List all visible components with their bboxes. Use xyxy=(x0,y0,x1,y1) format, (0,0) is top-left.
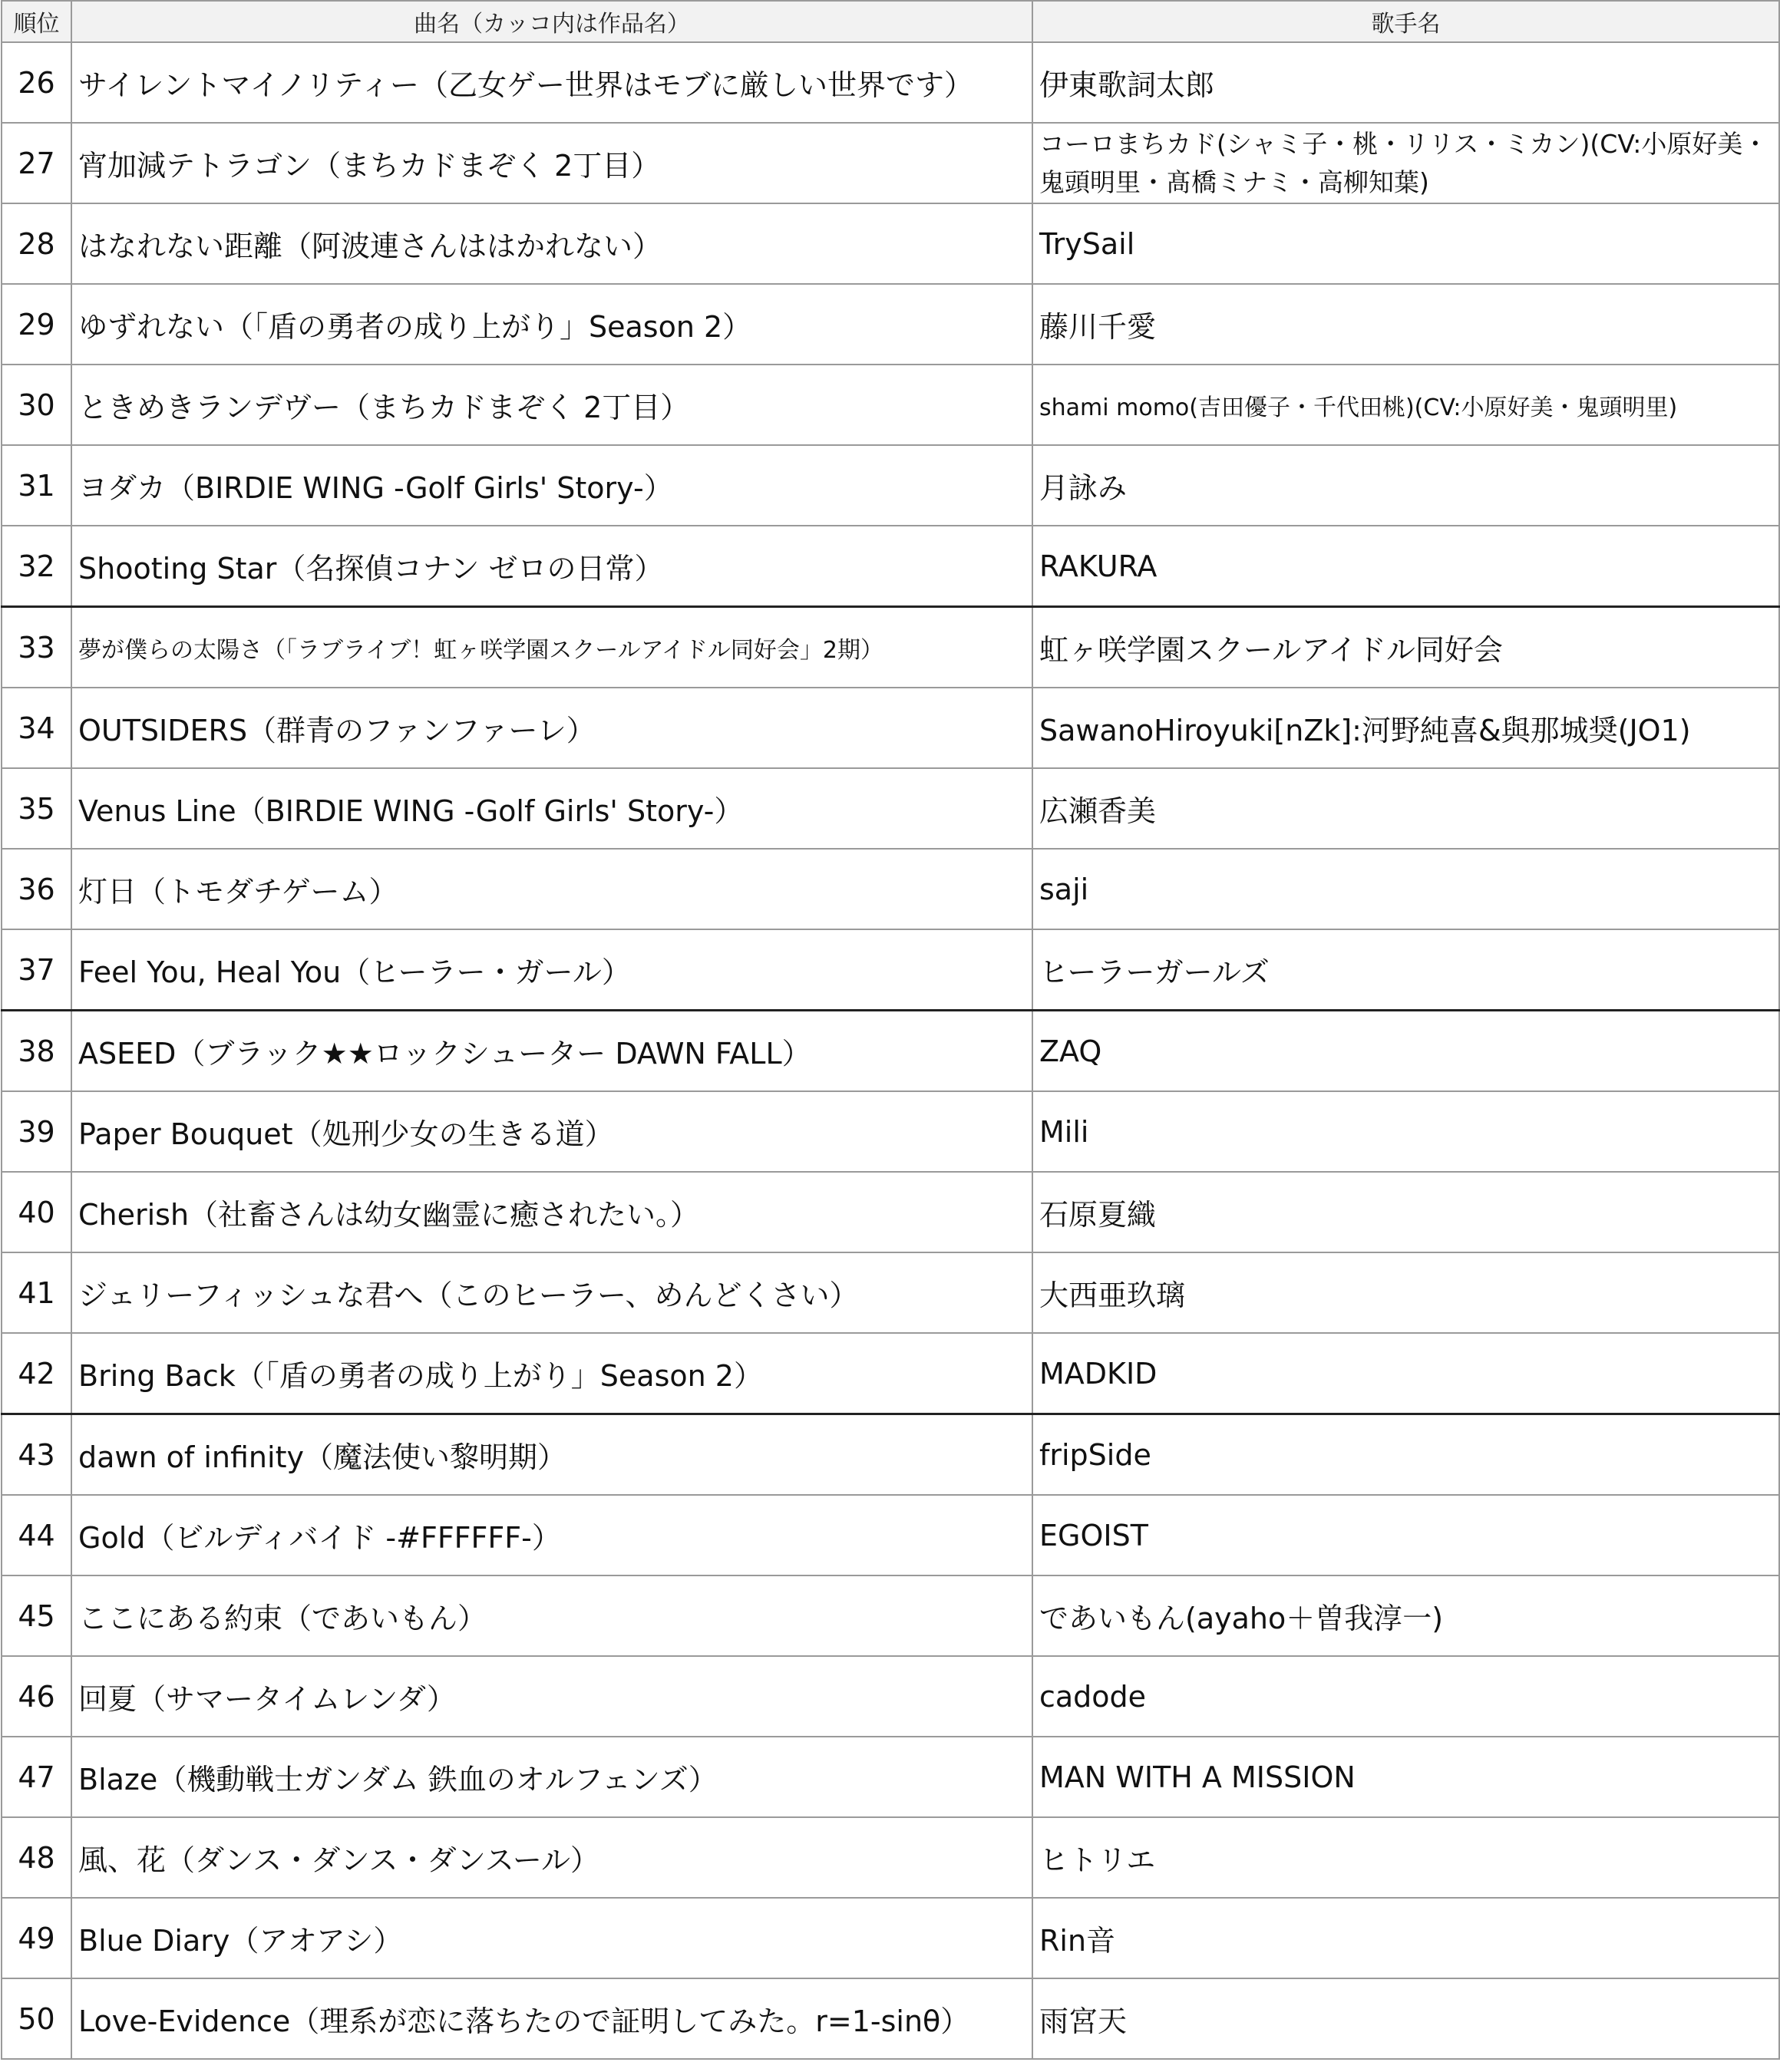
table-row xyxy=(2,284,1779,365)
song-cell: Blaze（機動戦士ガンダム 鉄血のオルフェンズ） xyxy=(71,1737,1032,1817)
table-row xyxy=(2,445,1779,526)
rank-cell: 30 xyxy=(2,365,71,445)
rank-cell: 43 xyxy=(2,1414,71,1496)
table-row xyxy=(2,607,1779,688)
artist-cell: ZAQ xyxy=(1032,1011,1779,1092)
song-cell: Feel You, Heal You（ヒーラー・ガール） xyxy=(71,929,1032,1011)
rank-header: 順位 xyxy=(2,1,71,42)
song-cell: 回夏（サマータイムレンダ） xyxy=(71,1656,1032,1737)
rank-cell: 48 xyxy=(2,1817,71,1898)
rank-cell: 49 xyxy=(2,1898,71,1978)
artist-cell: ヒーラーガールズ xyxy=(1032,929,1779,1011)
rank-cell: 37 xyxy=(2,929,71,1011)
song-cell: Paper Bouquet（処刑少女の生きる道） xyxy=(71,1091,1032,1172)
table-row xyxy=(2,1091,1779,1172)
artist-cell: であいもん(ayaho＋曽我淳一) xyxy=(1032,1575,1779,1656)
table-row xyxy=(2,1333,1779,1414)
table-row xyxy=(2,1737,1779,1817)
artist-cell: RAKURA xyxy=(1032,526,1779,607)
song-cell: OUTSIDERS（群青のファンファーレ） xyxy=(71,688,1032,768)
table-row xyxy=(2,1252,1779,1333)
table-row xyxy=(2,1172,1779,1252)
artist-header: 歌手名 xyxy=(1032,1,1779,42)
table-row xyxy=(2,526,1779,607)
artist-cell: MAN WITH A MISSION xyxy=(1032,1737,1779,1817)
rank-cell: 27 xyxy=(2,123,71,203)
rank-cell: 36 xyxy=(2,849,71,929)
rank-cell: 26 xyxy=(2,42,71,123)
table-row xyxy=(2,1575,1779,1656)
table-row xyxy=(2,1414,1779,1496)
rank-cell: 42 xyxy=(2,1333,71,1414)
song-cell: Shooting Star（名探偵コナン ゼロの日常） xyxy=(71,526,1032,607)
rank-cell: 38 xyxy=(2,1011,71,1092)
artist-cell: コーロまちカド(シャミ子・桃・リリス・ミカン)(CV:小原好美・鬼頭明里・髙橋ミナミ・高柳知葉) xyxy=(1032,123,1779,203)
song-cell: ASEED（ブラック★★ロックシューター DAWN FALL） xyxy=(71,1011,1032,1092)
artist-cell: fripSide xyxy=(1032,1414,1779,1496)
rank-cell: 39 xyxy=(2,1091,71,1172)
rank-cell: 33 xyxy=(2,607,71,688)
song-cell: Love-Evidence（理系が恋に落ちたので証明してみた。r=1-sinθ） xyxy=(71,1978,1032,2059)
table-row xyxy=(2,203,1779,284)
artist-cell: 伊東歌詞太郎 xyxy=(1032,42,1779,123)
rank-cell: 32 xyxy=(2,526,71,607)
artist-cell: 月詠み xyxy=(1032,445,1779,526)
artist-cell: cadode xyxy=(1032,1656,1779,1737)
table-row xyxy=(2,1656,1779,1737)
rank-cell: 40 xyxy=(2,1172,71,1252)
song-cell: dawn of infinity（魔法使い黎明期） xyxy=(71,1414,1032,1496)
song-cell: サイレントマイノリティー（乙女ゲー世界はモブに厳しい世界です） xyxy=(71,42,1032,123)
artist-cell: SawanoHiroyuki[nZk]:河野純喜&與那城奨(JO1) xyxy=(1032,688,1779,768)
rank-cell: 46 xyxy=(2,1656,71,1737)
header-row xyxy=(2,1,1779,42)
rank-cell: 31 xyxy=(2,445,71,526)
artist-cell: saji xyxy=(1032,849,1779,929)
song-cell: ここにある約束（であいもん） xyxy=(71,1575,1032,1656)
artist-cell: 広瀬香美 xyxy=(1032,768,1779,849)
rank-cell: 29 xyxy=(2,284,71,365)
artist-cell: shami momo(吉田優子・千代田桃)(CV:小原好美・鬼頭明里) xyxy=(1032,365,1779,445)
artist-cell: EGOIST xyxy=(1032,1495,1779,1575)
table-row xyxy=(2,1978,1779,2059)
song-cell: はなれない距離（阿波連さんははかれない） xyxy=(71,203,1032,284)
table-row xyxy=(2,1011,1779,1092)
ranking-table xyxy=(1,0,1780,2060)
artist-cell: 虹ヶ咲学園スクールアイドル同好会 xyxy=(1032,607,1779,688)
rank-cell: 35 xyxy=(2,768,71,849)
rank-cell: 34 xyxy=(2,688,71,768)
rank-cell: 50 xyxy=(2,1978,71,2059)
song-cell: Blue Diary（アオアシ） xyxy=(71,1898,1032,1978)
table-row xyxy=(2,929,1779,1011)
table-row xyxy=(2,42,1779,123)
song-cell: ときめきランデヴー（まちカドまぞく 2丁目） xyxy=(71,365,1032,445)
artist-cell: Mili xyxy=(1032,1091,1779,1172)
song-cell: Gold（ビルディバイド -#FFFFFF-） xyxy=(71,1495,1032,1575)
rank-cell: 44 xyxy=(2,1495,71,1575)
table-row xyxy=(2,768,1779,849)
song-cell: 夢が僕らの太陽さ（「ラブライブ！虹ヶ咲学園スクールアイドル同好会」2期） xyxy=(71,607,1032,688)
song-header: 曲名（カッコ内は作品名） xyxy=(71,1,1032,42)
song-cell: ヨダカ（BIRDIE WING -Golf Girls' Story-） xyxy=(71,445,1032,526)
rank-cell: 45 xyxy=(2,1575,71,1656)
song-cell: ゆずれない（「盾の勇者の成り上がり」Season 2） xyxy=(71,284,1032,365)
song-cell: Bring Back（「盾の勇者の成り上がり」Season 2） xyxy=(71,1333,1032,1414)
table-row xyxy=(2,849,1779,929)
artist-cell: ヒトリエ xyxy=(1032,1817,1779,1898)
rank-cell: 28 xyxy=(2,203,71,284)
song-cell: 宵加減テトラゴン（まちカドまぞく 2丁目） xyxy=(71,123,1032,203)
table-row xyxy=(2,1495,1779,1575)
artist-cell: 藤川千愛 xyxy=(1032,284,1779,365)
table-row xyxy=(2,365,1779,445)
artist-cell: 石原夏織 xyxy=(1032,1172,1779,1252)
song-cell: Venus Line（BIRDIE WING -Golf Girls' Story-） xyxy=(71,768,1032,849)
artist-cell: TrySail xyxy=(1032,203,1779,284)
rank-cell: 47 xyxy=(2,1737,71,1817)
table-row xyxy=(2,1817,1779,1898)
artist-cell: Rin音 xyxy=(1032,1898,1779,1978)
rank-cell: 41 xyxy=(2,1252,71,1333)
table-row xyxy=(2,688,1779,768)
artist-cell: 雨宮天 xyxy=(1032,1978,1779,2059)
song-cell: 風、花（ダンス・ダンス・ダンスール） xyxy=(71,1817,1032,1898)
table-row xyxy=(2,123,1779,203)
table-row xyxy=(2,1898,1779,1978)
artist-cell: MADKID xyxy=(1032,1333,1779,1414)
song-cell: Cherish（社畜さんは幼女幽霊に癒されたい。） xyxy=(71,1172,1032,1252)
song-cell: ジェリーフィッシュな君へ（このヒーラー、めんどくさい） xyxy=(71,1252,1032,1333)
artist-cell: 大西亜玖璃 xyxy=(1032,1252,1779,1333)
song-cell: 灯日（トモダチゲーム） xyxy=(71,849,1032,929)
